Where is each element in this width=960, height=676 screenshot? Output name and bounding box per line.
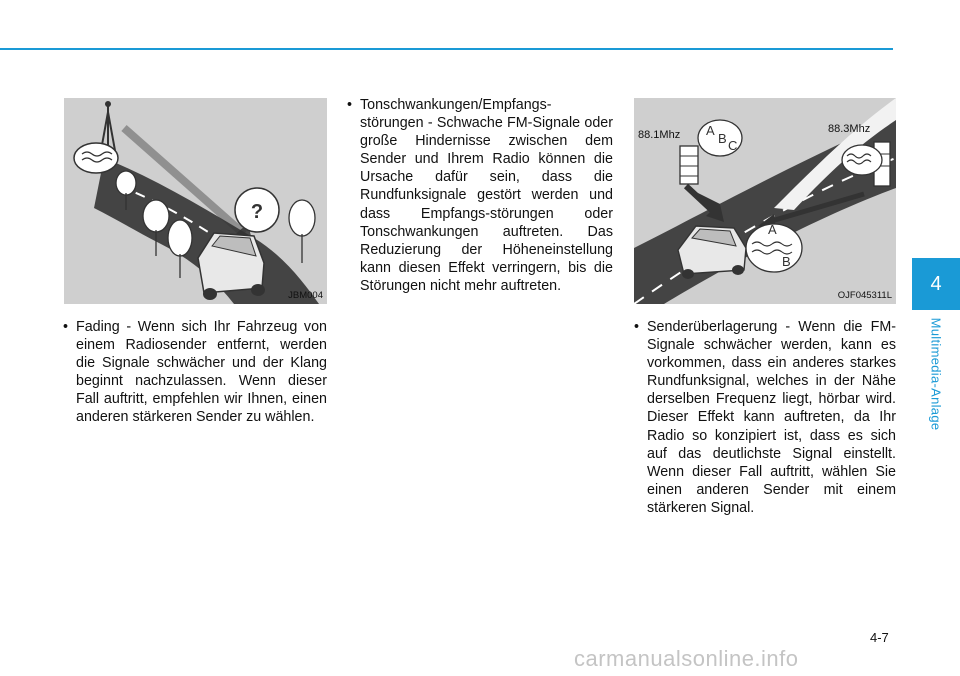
letter-b: B [718, 131, 727, 146]
bullet-marker: • [347, 97, 353, 113]
watermark: carmanualsonline.info [574, 646, 799, 671]
letter-a: A [706, 123, 715, 138]
bullet-fading [63, 318, 327, 427]
figure-fading [64, 98, 327, 304]
signal-wave-right-icon [842, 145, 882, 175]
bullet-text: Tonschwankungen/Empfangs-störungen - Schwache FM-Signale oder große Hindernisse zwischen dem Sender und Ihrem Radio können die Ursache dafür sein, dass die Rundfunksignale gestört werden und dass Empfangs-störungen oder Tonschwankungen auftreten. Das Reduzierung der Höheneinstellung kann diesen Effekt verringern, bis die Störungen nicht mehr auftreten. [360, 97, 613, 294]
bullet-station-overlap [634, 318, 896, 517]
letter-b: B [782, 254, 791, 269]
chapter-number-tab [912, 258, 960, 310]
bullet-text: Fading - Wenn sich Ihr Fahrzeug von einem Radiosender entfernt, werden die Signale schwächer und der Klang beginnt nachzulassen. Wenn dieser Fall auftritt, empfehlen wir Ihnen, einen anderen stärkeren Sender zu wählen. [76, 319, 327, 426]
overlap-illustration [634, 98, 896, 304]
car-icon [198, 233, 265, 300]
frequency-right-label: 88.3Mhz [828, 123, 871, 135]
bullet-marker: • [634, 319, 640, 335]
question-mark: ? [250, 201, 264, 223]
signal-bubble-left [698, 120, 742, 156]
bullet-text: Senderüberlagerung - Wenn die FM-Signale schwächer werden, kann es vorkommen, dass ein anderes starkes Rundfunksignal, welches in der Nähe derselben Frequenz liegt, hörbar wird. Dieser Effekt kann auftreten, da Ihr Radio so konzipiert ist, dass es sich auf das deutlichste Signal einstellt. Wenn dieser Fall auftritt, wählen Sie einen anderen Sender mit einem stärkeren Signal. [647, 319, 896, 516]
question-bubble [235, 188, 279, 232]
chapter-number: 4 [930, 272, 942, 295]
page-number: 4-7 [870, 630, 889, 645]
bullet-marker: • [63, 319, 69, 335]
header-rule [0, 48, 893, 50]
figure-code: JBM004 [288, 290, 323, 301]
figure-code: OJF045311L [837, 290, 892, 301]
radio-tower-left-icon [680, 146, 698, 184]
signal-wave-icon [74, 143, 118, 173]
bullet-interference [347, 96, 613, 295]
letter-c: C [728, 138, 738, 153]
letter-a: A [768, 222, 777, 237]
frequency-left-label: 88.1Mhz [638, 129, 681, 141]
figure-station-overlap [634, 98, 896, 304]
chapter-title: Multimedia-Anlage [928, 317, 944, 431]
fading-illustration [64, 98, 327, 304]
